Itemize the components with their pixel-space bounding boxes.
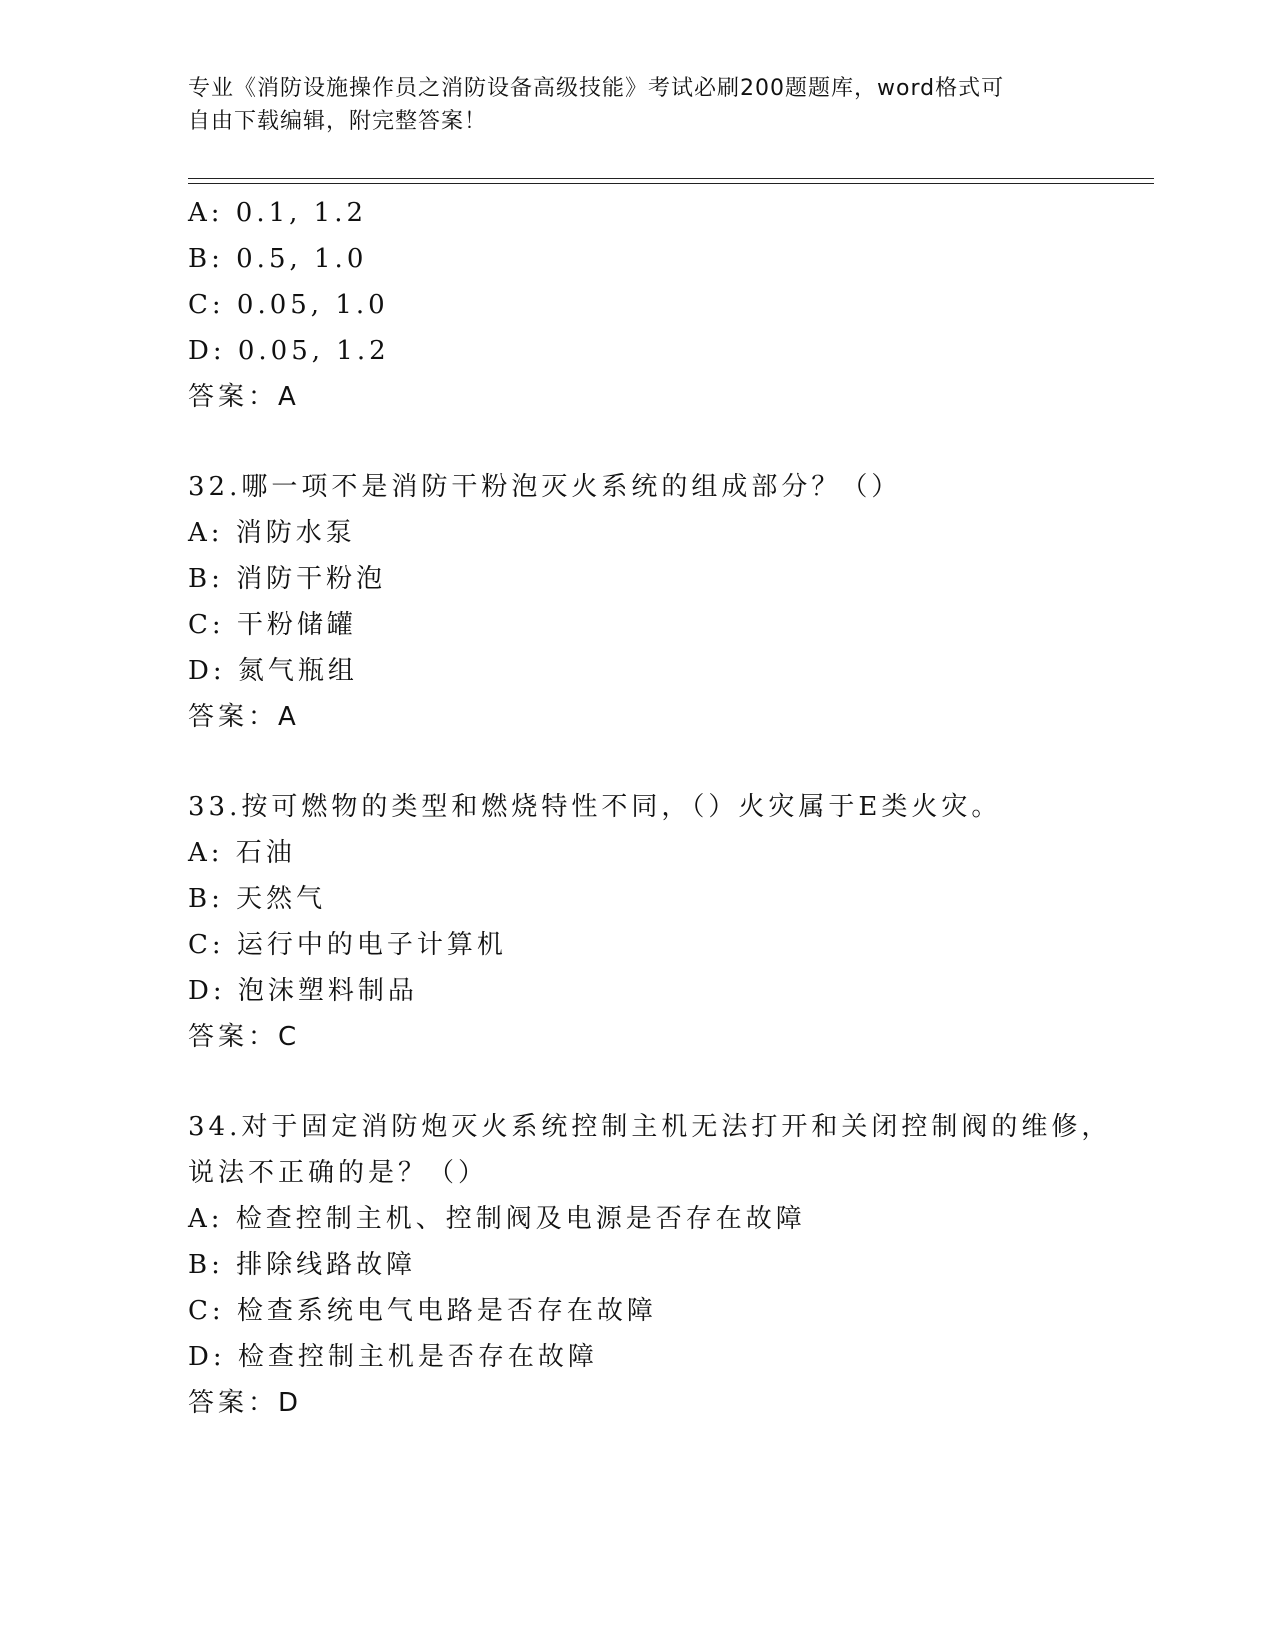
question-text: 33.按可燃物的类型和燃烧特性不同，（）火灾属于E类火灾。 [188, 792, 1002, 822]
question-31 [188, 190, 1148, 420]
answer: 答案：A [188, 702, 300, 732]
question-33 [188, 784, 1148, 1060]
option-a: A: 0.1, 1.2 [188, 198, 368, 228]
question-text: 32.哪一项不是消防干粉泡灭火系统的组成部分？（） [188, 472, 902, 502]
spacer [188, 740, 1148, 784]
option-a: A: 石油 [188, 838, 296, 868]
option-d: D: 0.05, 1.2 [188, 336, 390, 366]
spacer [188, 420, 1148, 464]
question-34 [188, 1104, 1148, 1426]
question-list [188, 190, 1148, 1426]
option-c: C: 检查系统电气电路是否存在故障 [188, 1296, 657, 1326]
answer: 答案：C [188, 1022, 301, 1052]
option-d: D: 泡沫塑料制品 [188, 976, 418, 1006]
option-b: B: 0.5, 1.0 [188, 244, 368, 274]
header-line-2: 自由下载编辑，附完整答案！ [188, 109, 488, 134]
option-b: B: 天然气 [188, 884, 327, 914]
option-c: C: 运行中的电子计算机 [188, 930, 507, 960]
option-b: B: 消防干粉泡 [188, 564, 387, 594]
header-line-1: 专业《消防设施操作员之消防设备高级技能》考试必刷200题题库，word格式可 [188, 76, 1005, 101]
option-a: A: 检查控制主机、控制阀及电源是否存在故障 [188, 1204, 806, 1234]
option-c: C: 干粉储罐 [188, 610, 357, 640]
spacer [188, 1060, 1148, 1104]
header-divider-bottom [188, 183, 1154, 184]
option-b: B: 排除线路故障 [188, 1250, 417, 1280]
option-c: C: 0.05, 1.0 [188, 290, 389, 320]
answer: 答案：D [188, 1388, 303, 1418]
header-divider-top [188, 178, 1154, 179]
option-a: A: 消防水泵 [188, 518, 356, 548]
question-text-line-1: 34.对于固定消防炮灭火系统控制主机无法打开和关闭控制阀的维修， [188, 1112, 1112, 1142]
document-header [188, 72, 1088, 138]
answer: 答案：A [188, 382, 300, 412]
option-d: D: 检查控制主机是否存在故障 [188, 1342, 598, 1372]
question-text-line-2: 说法不正确的是？（） [188, 1158, 489, 1188]
option-d: D: 氮气瓶组 [188, 656, 358, 686]
question-32 [188, 464, 1148, 740]
